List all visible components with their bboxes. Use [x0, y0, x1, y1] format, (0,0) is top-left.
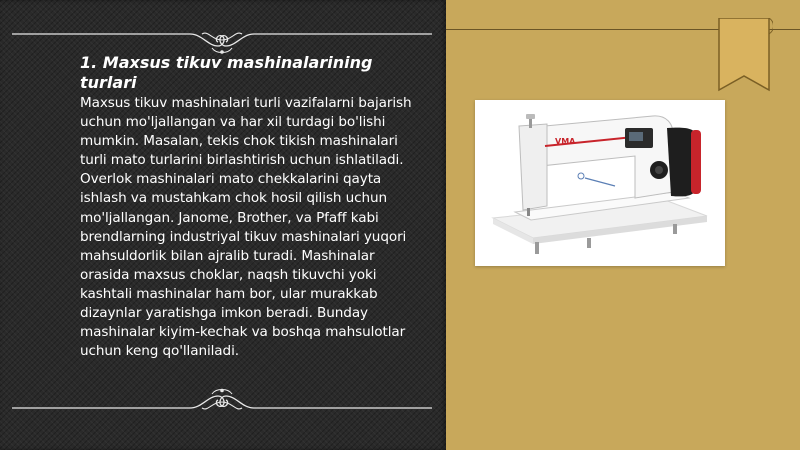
bookmark-ribbon-icon: [715, 18, 773, 110]
slide-title: 1. Maxsus tikuv mashinalarining turlari: [80, 53, 373, 92]
machine-logo: VMA: [555, 137, 576, 146]
top-ornament-divider-icon: [12, 28, 432, 56]
slide-body-text: Maxsus tikuv mashinalari turli vazifalarni bajarish uchun mo'ljallangan va har xil turdagi bo'lishi mumkin. Masalan, tekis chok tikish mashinalari turli mato turlarini birlashtirish uchun ishlatiladi. Overlok mashinalari mato chekkalarini qayta ishlash va mustahkam chok hosil qilish uchun mo'ljallangan. Janome, Brother, va Pfaff kabi brendlarning industriyal tikuv mashinalari yuqori mahsuldorlik bilan ajralib turadi. Mashinalar orasida maxsus choklar, naqsh tikuvchi yoki kashtali mashinalar ham bor, ular murakkab dizaynlar yaratishga imkon beradi. Bunday mashinalar kiyim-kechak va boshqa mahsulotlar uchun keng qo'llaniladi.: [80, 95, 412, 360]
sewing-machine-photo: [475, 100, 725, 266]
bottom-ornament-divider-icon: [12, 388, 432, 416]
sewing-machine-icon: [475, 100, 725, 266]
